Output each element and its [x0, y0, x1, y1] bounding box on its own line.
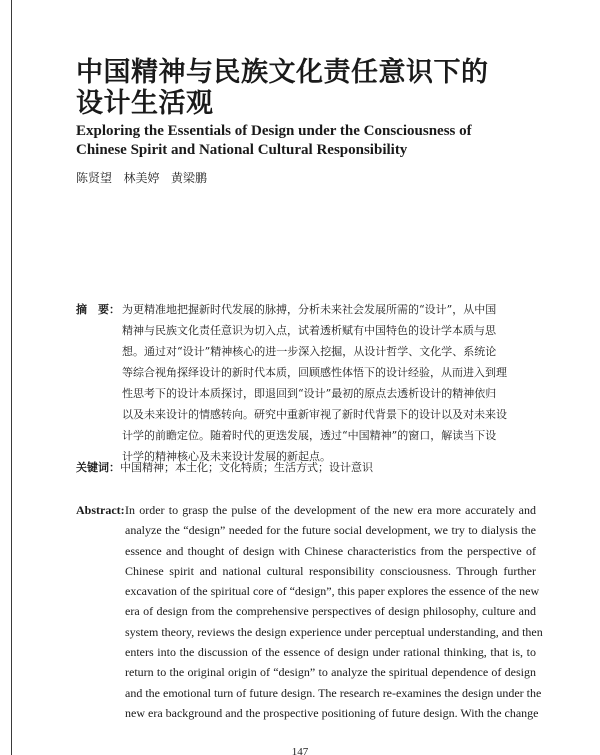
english-title-line-2: Chinese Spirit and National Cultural Responsibility	[76, 142, 408, 158]
keywords-label: 关键词：	[76, 461, 120, 474]
chinese-title-line-1: 中国精神与民族文化责任意识下的	[76, 57, 489, 88]
english-abstract-line: analyze the “design” needed for the future social development, we try to dialysis the	[125, 523, 536, 538]
english-title-line-1: Exploring the Essentials of Design under the Consciousness of	[76, 123, 472, 139]
keywords-text: 中国精神；本土化；文化特质；生活方式；设计意识	[120, 461, 373, 474]
english-abstract-line: return to the original origin of “design” to analyze the spiritual dependence of design	[125, 665, 536, 680]
english-abstract-line: excavation of the spiritual core of “design”, this paper explores the essence of the new	[125, 584, 540, 599]
english-abstract-line: and the emotional turn of future design. The research re-examines the design under the	[125, 685, 542, 700]
author-name: 林美婷	[123, 171, 160, 185]
english-abstract-line: era of design from the comprehensive perspectives of design philosophy, culture and	[125, 604, 536, 619]
author-name: 陈贤望	[76, 171, 113, 185]
english-abstract-line: system theory, reviews the design experience under perceptual understanding, and then	[125, 624, 543, 639]
english-abstract-label: Abstract:	[76, 503, 125, 517]
chinese-abstract-line: 精神与民族文化责任意识为切入点，试着透析赋有中国特色的设计学本质与思	[122, 324, 496, 337]
chinese-abstract-line: 计学的前瞻定位。随着时代的更迭发展，透过“中国精神”的窗口，解读当下设	[122, 429, 497, 442]
chinese-abstract-label: 摘 要：	[76, 303, 120, 316]
chinese-abstract-line: 性思考下的设计本质探讨，即退回到“设计”最初的原点去透析设计的精神依归	[122, 387, 497, 400]
chinese-abstract-line: 为更精准地把握新时代发展的脉搏，分析未来社会发展所需的“设计”，从中国	[122, 303, 497, 316]
english-title	[76, 122, 576, 160]
author-name: 黄梁鹏	[170, 171, 207, 185]
english-abstract-body	[125, 500, 543, 723]
chinese-abstract-body	[122, 299, 538, 467]
english-abstract-line: In order to grasp the pulse of the development of the new era more accurately and	[125, 503, 536, 517]
chinese-abstract-line: 等综合视角探绎设计的新时代本质，回顾感性体悟下的设计经验，从而进入到理	[122, 366, 507, 379]
chinese-keywords	[76, 459, 373, 475]
chinese-abstract-line: 想。通过对“设计”精神核心的进一步深入挖掘，从设计哲学、文化学、系统论	[122, 345, 497, 358]
english-abstract-line: enters into the discussion of the essence of design under rational thinking, that is, to	[125, 645, 536, 660]
page-number: 147	[291, 746, 309, 755]
author-list	[76, 169, 207, 186]
english-abstract-line: essence and thought of design with Chinese characteristics from the perspective of	[125, 543, 536, 558]
page-edge-rule	[11, 0, 12, 755]
chinese-abstract-line: 以及未来设计的情感转向。研究中重新审视了新时代背景下的设计以及对未来设	[122, 408, 507, 421]
english-abstract-line: new era background and the prospective positioning of future design. With the change	[125, 705, 539, 720]
english-abstract-line: Chinese spirit and national cultural responsibility consciousness. Through further	[125, 563, 536, 578]
chinese-abstract-line: 计学的精神核心及未来设计发展的新起点。	[122, 450, 331, 463]
chinese-title-line-2: 设计生活观	[76, 88, 214, 119]
chinese-title	[76, 57, 576, 119]
